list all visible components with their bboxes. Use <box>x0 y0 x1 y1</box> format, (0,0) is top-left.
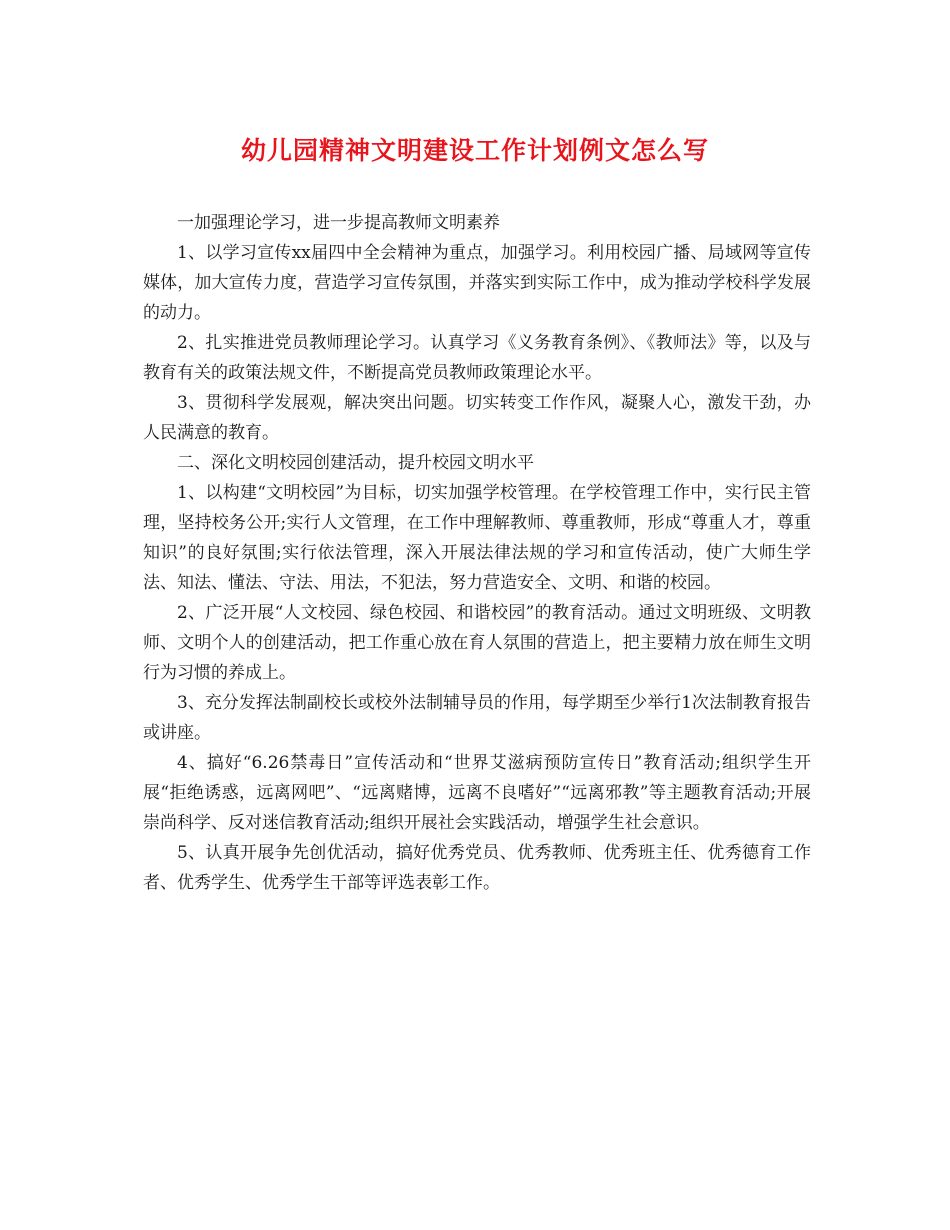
paragraph-2-3: 3、充分发挥法制副校长或校外法制辅导员的作用，每学期至少举行1次法制教育报告或讲座。 <box>143 693 811 743</box>
paragraph-2-4: 4、搞好“6.26禁毒日”宣传活动和“世界艾滋病预防宣传日”教育活动;组织学生开展“拒绝诱惑，远离网吧”、“远离赌博，远离不良嗜好”“远离邪教”等主题教育活动;开展崇尚科学、反对迷信教育活动;组织开展社会实践活动，增强学生社会意识。 <box>143 753 811 833</box>
paragraph-2-5: 5、认真开展争先创优活动，搞好优秀党员、优秀教师、优秀班主任、优秀德育工作者、优秀学生、优秀学生干部等评选表彰工作。 <box>143 843 811 893</box>
document-body <box>143 208 811 898</box>
document-title: 幼儿园精神文明建设工作计划例文怎么写 <box>240 136 709 165</box>
paragraph-2-2: 2、广泛开展“人文校园、绿色校园、和谐校园”的教育活动。通过文明班级、文明教师、文明个人的创建活动，把工作重心放在育人氛围的营造上，把主要精力放在师生文明行为习惯的养成上。 <box>143 603 811 683</box>
paragraph-2-1: 1、以构建“文明校园”为目标，切实加强学校管理。在学校管理工作中，实行民主管理，坚持校务公开;实行人文管理，在工作中理解教师、尊重教师，形成“尊重人才，尊重知识”的良好氛围;实行依法管理，深入开展法律法规的学习和宣传活动，使广大师生学法、知法、懂法、守法、用法，不犯法，努力营造安全、文明、和谐的校园。 <box>143 483 811 593</box>
paragraph-1-1: 1、以学习宣传xx届四中全会精神为重点，加强学习。利用校园广播、局域网等宣传媒体，加大宣传力度，营造学习宣传氛围，并落实到实际工作中，成为推动学校科学发展的动力。 <box>143 243 811 323</box>
paragraph-1-3: 3、贯彻科学发展观，解决突出问题。切实转变工作作风，凝聚人心，激发干劲，办人民满意的教育。 <box>143 393 811 443</box>
paragraph-section-2-heading: 二、深化文明校园创建活动，提升校园文明水平 <box>177 453 534 473</box>
paragraph-section-1-heading: 一加强理论学习，进一步提高教师文明素养 <box>177 213 500 233</box>
paragraph-1-2: 2、扎实推进党员教师理论学习。认真学习《义务教育条例》、《教师法》等，以及与教育有关的政策法规文件，不断提高党员教师政策理论水平。 <box>143 333 811 383</box>
